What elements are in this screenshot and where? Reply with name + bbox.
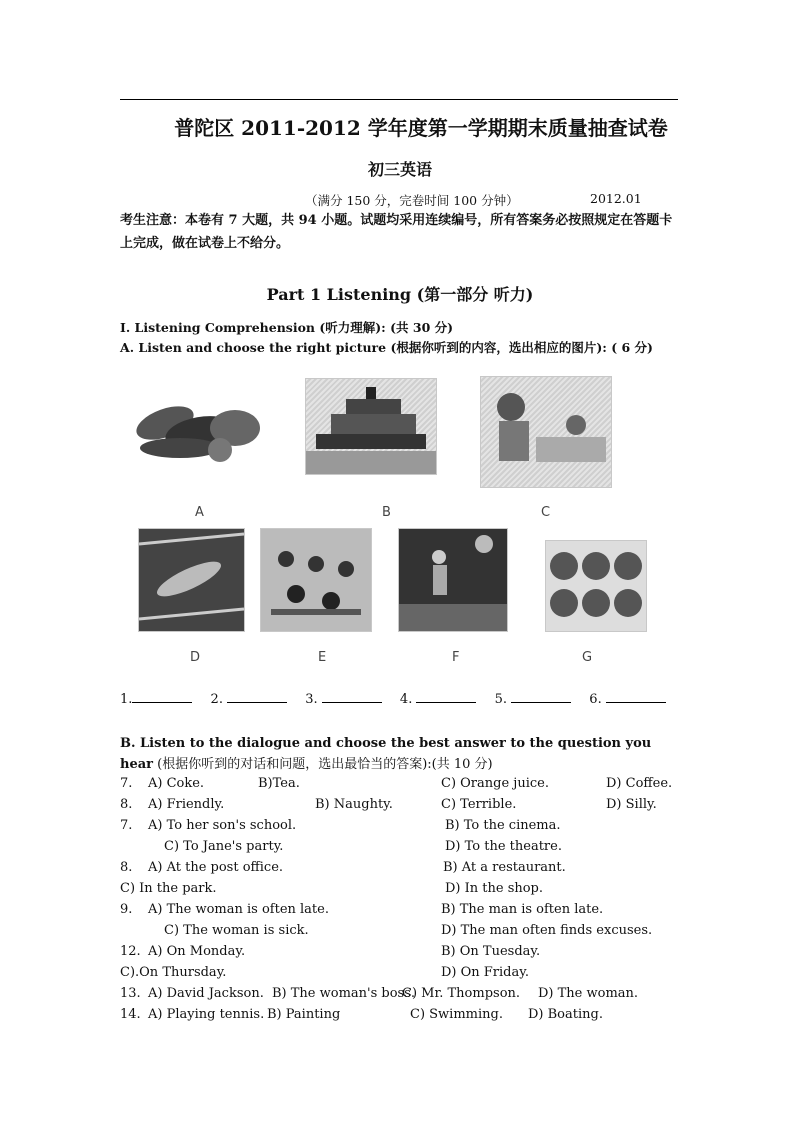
classroom-icon — [261, 529, 371, 631]
section-b-title-bold: B. Listen to the dialogue and choose the best answer to the question you hear — [120, 736, 652, 772]
question-number: 7. — [120, 776, 133, 791]
question-number: 8. — [120, 797, 133, 812]
section-listening: I. Listening Comprehension (听力理解): (共 30 分) — [120, 320, 454, 335]
picture-label-d: D — [190, 650, 201, 665]
header-rule — [120, 99, 678, 100]
option-c[interactable]: C) Terrible. — [441, 797, 517, 812]
option-b[interactable]: B) On Tuesday. — [441, 944, 541, 959]
answer-blank[interactable]: 4. — [400, 692, 477, 707]
picture-label-f: F — [452, 650, 460, 665]
option-c[interactable]: C) Swimming. — [410, 1007, 503, 1022]
picture-label-a: A — [195, 505, 204, 520]
picture-c — [480, 376, 612, 488]
nurse-patient-icon — [481, 377, 611, 487]
picture-label-c: C — [541, 505, 551, 520]
option-a[interactable]: A) On Monday. — [148, 944, 246, 959]
answer-blanks — [120, 690, 680, 707]
exam-date: 2012.01 — [590, 191, 642, 206]
option-a[interactable]: A) To her son's school. — [148, 818, 297, 833]
picture-g — [545, 540, 647, 632]
exam-notice: 考生注意：本卷有 7 大题，共 94 小题。试题均采用连续编号，所有答案务必按照规定在答题卡上完成，做在试卷上不给分。 — [120, 213, 673, 251]
option-b[interactable]: B) The man is often late. — [441, 902, 604, 917]
section-b-title-rest: (根据你听到的对话和问题，选出最恰当的答案):(共 10 分) — [153, 757, 493, 772]
section-a-title: A. Listen and choose the right picture (根据你听到的内容，选出相应的图片): ( 6 分) — [120, 340, 653, 355]
question-number: 13. — [120, 986, 141, 1001]
option-b[interactable]: B) Naughty. — [315, 797, 393, 812]
option-b[interactable]: B) Painting — [267, 1007, 341, 1022]
picture-label-g: G — [582, 650, 593, 665]
option-b[interactable]: B) The woman's boss. — [272, 986, 416, 1001]
swimmer-icon — [139, 529, 244, 631]
question-number: 14. — [120, 1007, 141, 1022]
picture-label-b: B — [382, 505, 391, 520]
option-c[interactable]: C) The woman is sick. — [164, 923, 309, 938]
ship-icon — [306, 379, 436, 474]
question-number: 9. — [120, 902, 133, 917]
answer-blank[interactable]: 2. — [211, 692, 288, 707]
subject-title: 初三英语 — [367, 160, 432, 179]
section-b-title — [120, 733, 685, 775]
option-c[interactable]: C).On Thursday. — [120, 965, 227, 980]
question-number: 7. — [120, 818, 133, 833]
option-a[interactable]: A) Friendly. — [148, 797, 225, 812]
coins-icon — [546, 541, 646, 631]
option-a[interactable]: A) Playing tennis. — [148, 1007, 265, 1022]
picture-e — [260, 528, 372, 632]
option-c[interactable]: C) Mr. Thompson. — [402, 986, 521, 1001]
option-b[interactable]: B) At a restaurant. — [443, 860, 566, 875]
option-b[interactable]: B)Tea. — [258, 776, 300, 791]
option-d[interactable]: D) The woman. — [538, 986, 639, 1001]
option-c[interactable]: C) In the park. — [120, 881, 217, 896]
option-d[interactable]: D) In the shop. — [445, 881, 544, 896]
picture-label-e: E — [318, 650, 327, 665]
exam-info: （满分 150 分，完卷时间 100 分钟） — [305, 193, 519, 208]
picture-b — [305, 378, 437, 475]
answer-blank[interactable]: 6. — [589, 692, 666, 707]
option-d[interactable]: D) Boating. — [528, 1007, 603, 1022]
answer-blank[interactable]: 1. — [120, 692, 192, 707]
option-a[interactable]: A) David Jackson. — [148, 986, 264, 1001]
option-b[interactable]: B) To the cinema. — [445, 818, 561, 833]
exam-title: 普陀区 2011-2012 学年度第一学期期末质量抽查试卷 — [174, 116, 668, 140]
option-c[interactable]: C) To Jane's party. — [164, 839, 284, 854]
answer-blank[interactable]: 5. — [495, 692, 572, 707]
option-d[interactable]: D) Coffee. — [606, 776, 673, 791]
part1-title: Part 1 Listening (第一部分 听力) — [266, 285, 534, 304]
option-d[interactable]: D) The man often finds excuses. — [441, 923, 653, 938]
picture-a — [120, 378, 270, 478]
question-number: 8. — [120, 860, 133, 875]
picture-f — [398, 528, 508, 632]
option-c[interactable]: C) Orange juice. — [441, 776, 549, 791]
vegetables-icon — [120, 378, 270, 478]
option-d[interactable]: D) To the theatre. — [445, 839, 562, 854]
basketball-icon — [399, 529, 507, 631]
option-a[interactable]: A) Coke. — [148, 776, 205, 791]
option-a[interactable]: A) At the post office. — [148, 860, 284, 875]
picture-d — [138, 528, 245, 632]
option-d[interactable]: D) On Friday. — [441, 965, 530, 980]
option-a[interactable]: A) The woman is often late. — [148, 902, 329, 917]
question-number: 12. — [120, 944, 141, 959]
answer-blank[interactable]: 3. — [305, 692, 382, 707]
option-d[interactable]: D) Silly. — [606, 797, 657, 812]
